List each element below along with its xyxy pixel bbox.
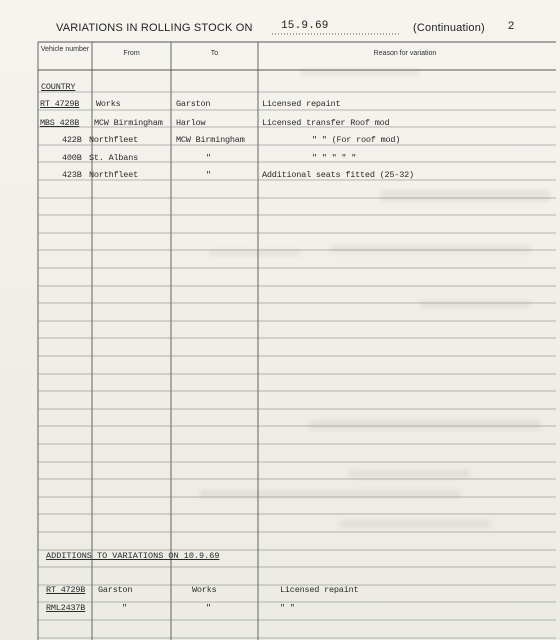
row-2-to: Harlow bbox=[176, 118, 206, 128]
row-4-to: " bbox=[206, 153, 211, 163]
row-1-vehicle: RT 4729B bbox=[40, 99, 80, 109]
addition-1-from: Garston bbox=[98, 585, 133, 595]
continuation-label: (Continuation) bbox=[413, 22, 485, 34]
addition-2-vehicle: RML2437B bbox=[46, 603, 86, 613]
section-heading-additions: ADDITIONS TO VARIATIONS ON 10.9.69 bbox=[46, 551, 220, 561]
addition-2-to: " bbox=[206, 603, 211, 613]
addition-1-to: Works bbox=[192, 585, 217, 595]
addition-1-reason: Licensed repaint bbox=[280, 585, 359, 595]
row-3-vehicle: 422B bbox=[62, 135, 82, 145]
row-5-vehicle: 423B bbox=[62, 170, 82, 180]
row-4-from: St. Albans bbox=[89, 153, 139, 163]
row-1-from: Works bbox=[96, 99, 121, 109]
row-5-from: Northfleet bbox=[89, 170, 139, 180]
form-title: VARIATIONS IN ROLLING STOCK ON bbox=[56, 22, 253, 34]
form-date: 15.9.69 bbox=[281, 20, 329, 32]
row-2-vehicle: MBS 428B bbox=[40, 118, 80, 128]
column-header-vehicle: Vehicle number bbox=[40, 46, 90, 53]
column-header-from: From bbox=[123, 50, 140, 57]
addition-2-from: " bbox=[122, 603, 127, 613]
row-2-from: MCW Birmingham bbox=[94, 118, 163, 128]
addition-1-vehicle: RT 4729B bbox=[46, 585, 86, 595]
row-2-reason: Licensed transfer Roof mod bbox=[262, 118, 390, 128]
row-5-to: " bbox=[206, 170, 211, 180]
row-1-to: Garston bbox=[176, 99, 211, 109]
row-3-to: MCW Birmingham bbox=[176, 135, 245, 145]
row-3-from: Northfleet bbox=[89, 135, 139, 145]
row-4-reason: " " " " " bbox=[312, 153, 357, 163]
addition-2-reason: " " bbox=[280, 603, 295, 613]
section-heading-country: COUNTRY bbox=[41, 82, 76, 92]
column-header-reason: Reason for variation bbox=[373, 50, 437, 57]
column-header-to: To bbox=[210, 50, 219, 57]
row-1-reason: Licensed repaint bbox=[262, 99, 341, 109]
row-4-vehicle: 400B bbox=[62, 153, 82, 163]
row-5-reason: Additional seats fitted (25-32) bbox=[262, 170, 414, 180]
row-3-reason: " " (For roof mod) bbox=[312, 135, 401, 145]
page-number: 2 bbox=[508, 20, 515, 32]
